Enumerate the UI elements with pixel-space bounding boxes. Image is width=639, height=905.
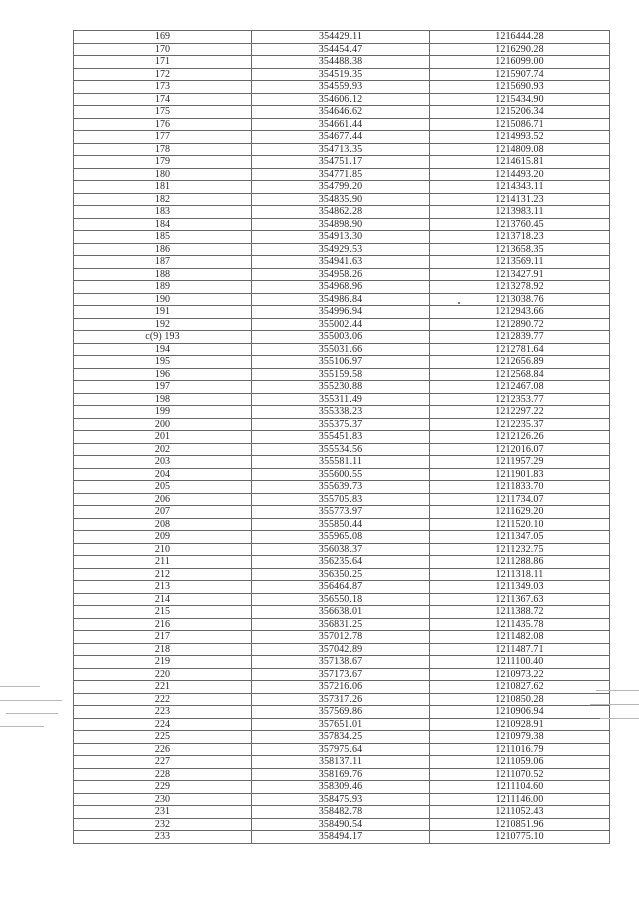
y-coordinate-cell: 1211318.11 <box>430 568 610 581</box>
table-row <box>74 468 610 481</box>
x-coordinate-cell: 354835.90 <box>252 193 430 206</box>
y-coordinate-cell: 1210775.10 <box>430 831 610 844</box>
table-row <box>74 156 610 169</box>
table-row <box>74 406 610 419</box>
table-row <box>74 181 610 194</box>
point-number-cell: 215 <box>74 606 252 619</box>
point-number-cell: 220 <box>74 668 252 681</box>
x-coordinate-cell: 358309.46 <box>252 781 430 794</box>
table-row <box>74 118 610 131</box>
point-number-cell: 179 <box>74 156 252 169</box>
point-number-cell: 176 <box>74 118 252 131</box>
point-number-cell: 210 <box>74 543 252 556</box>
y-coordinate-cell: 1212656.89 <box>430 356 610 369</box>
point-number-cell: 169 <box>74 31 252 44</box>
table-row <box>74 743 610 756</box>
table-row <box>74 718 610 731</box>
table-row <box>74 268 610 281</box>
x-coordinate-cell: 354941.63 <box>252 256 430 269</box>
y-coordinate-cell: 1211100.40 <box>430 656 610 669</box>
y-coordinate-cell: 1212016.07 <box>430 443 610 456</box>
x-coordinate-cell: 355773.97 <box>252 506 430 519</box>
y-coordinate-cell: 1211367.63 <box>430 593 610 606</box>
x-coordinate-cell: 358490.54 <box>252 818 430 831</box>
table-row <box>74 518 610 531</box>
point-number-cell: 224 <box>74 718 252 731</box>
y-coordinate-cell: 1210906.94 <box>430 706 610 719</box>
x-coordinate-cell: 354646.62 <box>252 106 430 119</box>
table-row <box>74 793 610 806</box>
x-coordinate-cell: 354661.44 <box>252 118 430 131</box>
point-number-cell: 180 <box>74 168 252 181</box>
point-number-cell: 198 <box>74 393 252 406</box>
table-row <box>74 506 610 519</box>
table-row <box>74 531 610 544</box>
y-coordinate-cell: 1211349.03 <box>430 581 610 594</box>
y-coordinate-cell: 1211435.78 <box>430 618 610 631</box>
point-number-cell: с(9) 193 <box>74 331 252 344</box>
x-coordinate-cell: 354898.90 <box>252 218 430 231</box>
point-number-cell: 196 <box>74 368 252 381</box>
x-coordinate-cell: 355639.73 <box>252 481 430 494</box>
table-row <box>74 68 610 81</box>
x-coordinate-cell: 354958.26 <box>252 268 430 281</box>
y-coordinate-cell: 1212943.66 <box>430 306 610 319</box>
point-number-cell: 172 <box>74 68 252 81</box>
x-coordinate-cell: 354799.20 <box>252 181 430 194</box>
y-coordinate-cell: 1210928.91 <box>430 718 610 731</box>
y-coordinate-cell: 1213718.23 <box>430 231 610 244</box>
table-row <box>74 668 610 681</box>
x-coordinate-cell: 355106.97 <box>252 356 430 369</box>
table-row <box>74 456 610 469</box>
x-coordinate-cell: 355965.08 <box>252 531 430 544</box>
y-coordinate-cell: 1211146.00 <box>430 793 610 806</box>
x-coordinate-cell: 354751.17 <box>252 156 430 169</box>
table-row <box>74 568 610 581</box>
y-coordinate-cell: 1211629.20 <box>430 506 610 519</box>
x-coordinate-cell: 354968.96 <box>252 281 430 294</box>
coordinates-table-body <box>74 31 610 844</box>
table-row <box>74 243 610 256</box>
point-number-cell: 227 <box>74 756 252 769</box>
y-coordinate-cell: 1212890.72 <box>430 318 610 331</box>
point-number-cell: 214 <box>74 593 252 606</box>
x-coordinate-cell: 355002.44 <box>252 318 430 331</box>
point-number-cell: 190 <box>74 293 252 306</box>
table-row <box>74 206 610 219</box>
point-number-cell: 228 <box>74 768 252 781</box>
x-coordinate-cell: 355230.88 <box>252 381 430 394</box>
y-coordinate-cell: 1216290.28 <box>430 43 610 56</box>
x-coordinate-cell: 356235.64 <box>252 556 430 569</box>
table-row <box>74 331 610 344</box>
point-number-cell: 216 <box>74 618 252 631</box>
y-coordinate-cell: 1214493.20 <box>430 168 610 181</box>
table-row <box>74 643 610 656</box>
point-number-cell: 189 <box>74 281 252 294</box>
point-number-cell: 199 <box>74 406 252 419</box>
x-coordinate-cell: 355534.56 <box>252 443 430 456</box>
table-row <box>74 381 610 394</box>
y-coordinate-cell: 1212568.84 <box>430 368 610 381</box>
table-row <box>74 618 610 631</box>
x-coordinate-cell: 357975.64 <box>252 743 430 756</box>
x-coordinate-cell: 357317.26 <box>252 693 430 706</box>
y-coordinate-cell: 1213760.45 <box>430 218 610 231</box>
y-coordinate-cell: 1212353.77 <box>430 393 610 406</box>
y-coordinate-cell: 1213038.76 <box>430 293 610 306</box>
y-coordinate-cell: 1210979.38 <box>430 731 610 744</box>
point-number-cell: 229 <box>74 781 252 794</box>
table-row <box>74 256 610 269</box>
y-coordinate-cell: 1213427.91 <box>430 268 610 281</box>
x-coordinate-cell: 355003.06 <box>252 331 430 344</box>
x-coordinate-cell: 356831.25 <box>252 618 430 631</box>
point-number-cell: 185 <box>74 231 252 244</box>
y-coordinate-cell: 1211070.52 <box>430 768 610 781</box>
table-row <box>74 693 610 706</box>
x-coordinate-cell: 354929.53 <box>252 243 430 256</box>
y-coordinate-cell: 1210973.22 <box>430 668 610 681</box>
x-coordinate-cell: 356638.01 <box>252 606 430 619</box>
table-row <box>74 143 610 156</box>
point-number-cell: 226 <box>74 743 252 756</box>
table-row <box>74 656 610 669</box>
point-number-cell: 223 <box>74 706 252 719</box>
table-row <box>74 818 610 831</box>
y-coordinate-cell: 1211232.75 <box>430 543 610 556</box>
point-number-cell: 218 <box>74 643 252 656</box>
point-number-cell: 208 <box>74 518 252 531</box>
table-row <box>74 368 610 381</box>
table-row <box>74 293 610 306</box>
y-coordinate-cell: 1211388.72 <box>430 606 610 619</box>
x-coordinate-cell: 355600.55 <box>252 468 430 481</box>
x-coordinate-cell: 356464.87 <box>252 581 430 594</box>
x-coordinate-cell: 357834.25 <box>252 731 430 744</box>
y-coordinate-cell: 1215690.93 <box>430 81 610 94</box>
x-coordinate-cell: 354713.35 <box>252 143 430 156</box>
table-row <box>74 831 610 844</box>
y-coordinate-cell: 1211482.08 <box>430 631 610 644</box>
point-number-cell: 173 <box>74 81 252 94</box>
y-coordinate-cell: 1216099.00 <box>430 56 610 69</box>
y-coordinate-cell: 1210827.62 <box>430 681 610 694</box>
y-coordinate-cell: 1213278.92 <box>430 281 610 294</box>
x-coordinate-cell: 357042.89 <box>252 643 430 656</box>
x-coordinate-cell: 355311.49 <box>252 393 430 406</box>
table-row <box>74 493 610 506</box>
table-row <box>74 131 610 144</box>
y-coordinate-cell: 1216444.28 <box>430 31 610 44</box>
y-coordinate-cell: 1211052.43 <box>430 806 610 819</box>
table-row <box>74 231 610 244</box>
x-coordinate-cell: 355850.44 <box>252 518 430 531</box>
y-coordinate-cell: 1211520.10 <box>430 518 610 531</box>
x-coordinate-cell: 355581.11 <box>252 456 430 469</box>
y-coordinate-cell: 1211288.86 <box>430 556 610 569</box>
table-row <box>74 706 610 719</box>
x-coordinate-cell: 354519.35 <box>252 68 430 81</box>
y-coordinate-cell: 1212126.26 <box>430 431 610 444</box>
table-row <box>74 606 610 619</box>
x-coordinate-cell: 357216.06 <box>252 681 430 694</box>
table-row <box>74 93 610 106</box>
x-coordinate-cell: 354454.47 <box>252 43 430 56</box>
table-row <box>74 356 610 369</box>
x-coordinate-cell: 354677.44 <box>252 131 430 144</box>
x-coordinate-cell: 354606.12 <box>252 93 430 106</box>
y-coordinate-cell: 1212781.64 <box>430 343 610 356</box>
table-row <box>74 431 610 444</box>
y-coordinate-cell: 1215086.71 <box>430 118 610 131</box>
table-row <box>74 218 610 231</box>
table-row <box>74 318 610 331</box>
table-row <box>74 443 610 456</box>
point-number-cell: 184 <box>74 218 252 231</box>
x-coordinate-cell: 356038.37 <box>252 543 430 556</box>
point-number-cell: 225 <box>74 731 252 744</box>
x-coordinate-cell: 355451.83 <box>252 431 430 444</box>
x-coordinate-cell: 357012.78 <box>252 631 430 644</box>
y-coordinate-cell: 1215206.34 <box>430 106 610 119</box>
table-row <box>74 106 610 119</box>
table-row <box>74 581 610 594</box>
point-number-cell: 175 <box>74 106 252 119</box>
point-number-cell: 195 <box>74 356 252 369</box>
point-number-cell: 187 <box>74 256 252 269</box>
point-number-cell: 183 <box>74 206 252 219</box>
x-coordinate-cell: 356550.18 <box>252 593 430 606</box>
point-number-cell: 197 <box>74 381 252 394</box>
point-number-cell: 201 <box>74 431 252 444</box>
x-coordinate-cell: 358494.17 <box>252 831 430 844</box>
y-coordinate-cell: 1215907.74 <box>430 68 610 81</box>
table-row <box>74 393 610 406</box>
y-coordinate-cell: 1215434.90 <box>430 93 610 106</box>
point-number-cell: 232 <box>74 818 252 831</box>
table-row <box>74 81 610 94</box>
point-number-cell: 188 <box>74 268 252 281</box>
table-row <box>74 781 610 794</box>
y-coordinate-cell: 1210851.96 <box>430 818 610 831</box>
x-coordinate-cell: 355705.83 <box>252 493 430 506</box>
x-coordinate-cell: 355159.58 <box>252 368 430 381</box>
y-coordinate-cell: 1211016.79 <box>430 743 610 756</box>
table-row <box>74 543 610 556</box>
y-coordinate-cell: 1214615.81 <box>430 156 610 169</box>
y-coordinate-cell: 1214131.23 <box>430 193 610 206</box>
table-row <box>74 806 610 819</box>
table-row <box>74 56 610 69</box>
y-coordinate-cell: 1213983.11 <box>430 206 610 219</box>
point-number-cell: 182 <box>74 193 252 206</box>
y-coordinate-cell: 1211734.07 <box>430 493 610 506</box>
point-number-cell: 206 <box>74 493 252 506</box>
y-coordinate-cell: 1211901.83 <box>430 468 610 481</box>
table-row <box>74 418 610 431</box>
point-number-cell: 219 <box>74 656 252 669</box>
x-coordinate-cell: 354488.38 <box>252 56 430 69</box>
x-coordinate-cell: 354771.85 <box>252 168 430 181</box>
point-number-cell: 204 <box>74 468 252 481</box>
y-coordinate-cell: 1212839.77 <box>430 331 610 344</box>
point-number-cell: 217 <box>74 631 252 644</box>
point-number-cell: 212 <box>74 568 252 581</box>
scan-speck <box>458 302 460 304</box>
x-coordinate-cell: 357651.01 <box>252 718 430 731</box>
point-number-cell: 181 <box>74 181 252 194</box>
y-coordinate-cell: 1212297.22 <box>430 406 610 419</box>
x-coordinate-cell: 354913.30 <box>252 231 430 244</box>
x-coordinate-cell: 356350.25 <box>252 568 430 581</box>
point-number-cell: 209 <box>74 531 252 544</box>
point-number-cell: 174 <box>74 93 252 106</box>
point-number-cell: 192 <box>74 318 252 331</box>
x-coordinate-cell: 357569.86 <box>252 706 430 719</box>
table-row <box>74 731 610 744</box>
table-row <box>74 481 610 494</box>
y-coordinate-cell: 1214809.08 <box>430 143 610 156</box>
point-number-cell: 202 <box>74 443 252 456</box>
point-number-cell: 203 <box>74 456 252 469</box>
x-coordinate-cell: 358169.76 <box>252 768 430 781</box>
table-row <box>74 631 610 644</box>
x-coordinate-cell: 358475.93 <box>252 793 430 806</box>
point-number-cell: 213 <box>74 581 252 594</box>
point-number-cell: 221 <box>74 681 252 694</box>
point-number-cell: 233 <box>74 831 252 844</box>
y-coordinate-cell: 1213569.11 <box>430 256 610 269</box>
y-coordinate-cell: 1211347.05 <box>430 531 610 544</box>
x-coordinate-cell: 355031.66 <box>252 343 430 356</box>
table-row <box>74 168 610 181</box>
point-number-cell: 170 <box>74 43 252 56</box>
y-coordinate-cell: 1210850.28 <box>430 693 610 706</box>
coordinates-table <box>73 30 610 844</box>
point-number-cell: 178 <box>74 143 252 156</box>
x-coordinate-cell: 355375.37 <box>252 418 430 431</box>
point-number-cell: 171 <box>74 56 252 69</box>
y-coordinate-cell: 1212235.37 <box>430 418 610 431</box>
x-coordinate-cell: 357173.67 <box>252 668 430 681</box>
x-coordinate-cell: 355338.23 <box>252 406 430 419</box>
y-coordinate-cell: 1211833.70 <box>430 481 610 494</box>
table-row <box>74 593 610 606</box>
y-coordinate-cell: 1211059.06 <box>430 756 610 769</box>
table-row <box>74 343 610 356</box>
x-coordinate-cell: 354429.11 <box>252 31 430 44</box>
point-number-cell: 231 <box>74 806 252 819</box>
table-row <box>74 193 610 206</box>
point-number-cell: 177 <box>74 131 252 144</box>
x-coordinate-cell: 354996.94 <box>252 306 430 319</box>
point-number-cell: 191 <box>74 306 252 319</box>
table-row <box>74 43 610 56</box>
point-number-cell: 207 <box>74 506 252 519</box>
table-row <box>74 768 610 781</box>
point-number-cell: 230 <box>74 793 252 806</box>
y-coordinate-cell: 1214343.11 <box>430 181 610 194</box>
table-row <box>74 31 610 44</box>
y-coordinate-cell: 1211487.71 <box>430 643 610 656</box>
table-row <box>74 556 610 569</box>
x-coordinate-cell: 357138.67 <box>252 656 430 669</box>
point-number-cell: 222 <box>74 693 252 706</box>
x-coordinate-cell: 358482.78 <box>252 806 430 819</box>
point-number-cell: 205 <box>74 481 252 494</box>
table-row <box>74 681 610 694</box>
point-number-cell: 200 <box>74 418 252 431</box>
x-coordinate-cell: 354986.84 <box>252 293 430 306</box>
point-number-cell: 194 <box>74 343 252 356</box>
x-coordinate-cell: 354862.28 <box>252 206 430 219</box>
y-coordinate-cell: 1213658.35 <box>430 243 610 256</box>
point-number-cell: 211 <box>74 556 252 569</box>
y-coordinate-cell: 1211957.29 <box>430 456 610 469</box>
table-row <box>74 756 610 769</box>
table-row <box>74 281 610 294</box>
y-coordinate-cell: 1211104.60 <box>430 781 610 794</box>
x-coordinate-cell: 354559.93 <box>252 81 430 94</box>
y-coordinate-cell: 1214993.52 <box>430 131 610 144</box>
point-number-cell: 186 <box>74 243 252 256</box>
table-row <box>74 306 610 319</box>
x-coordinate-cell: 358137.11 <box>252 756 430 769</box>
y-coordinate-cell: 1212467.08 <box>430 381 610 394</box>
